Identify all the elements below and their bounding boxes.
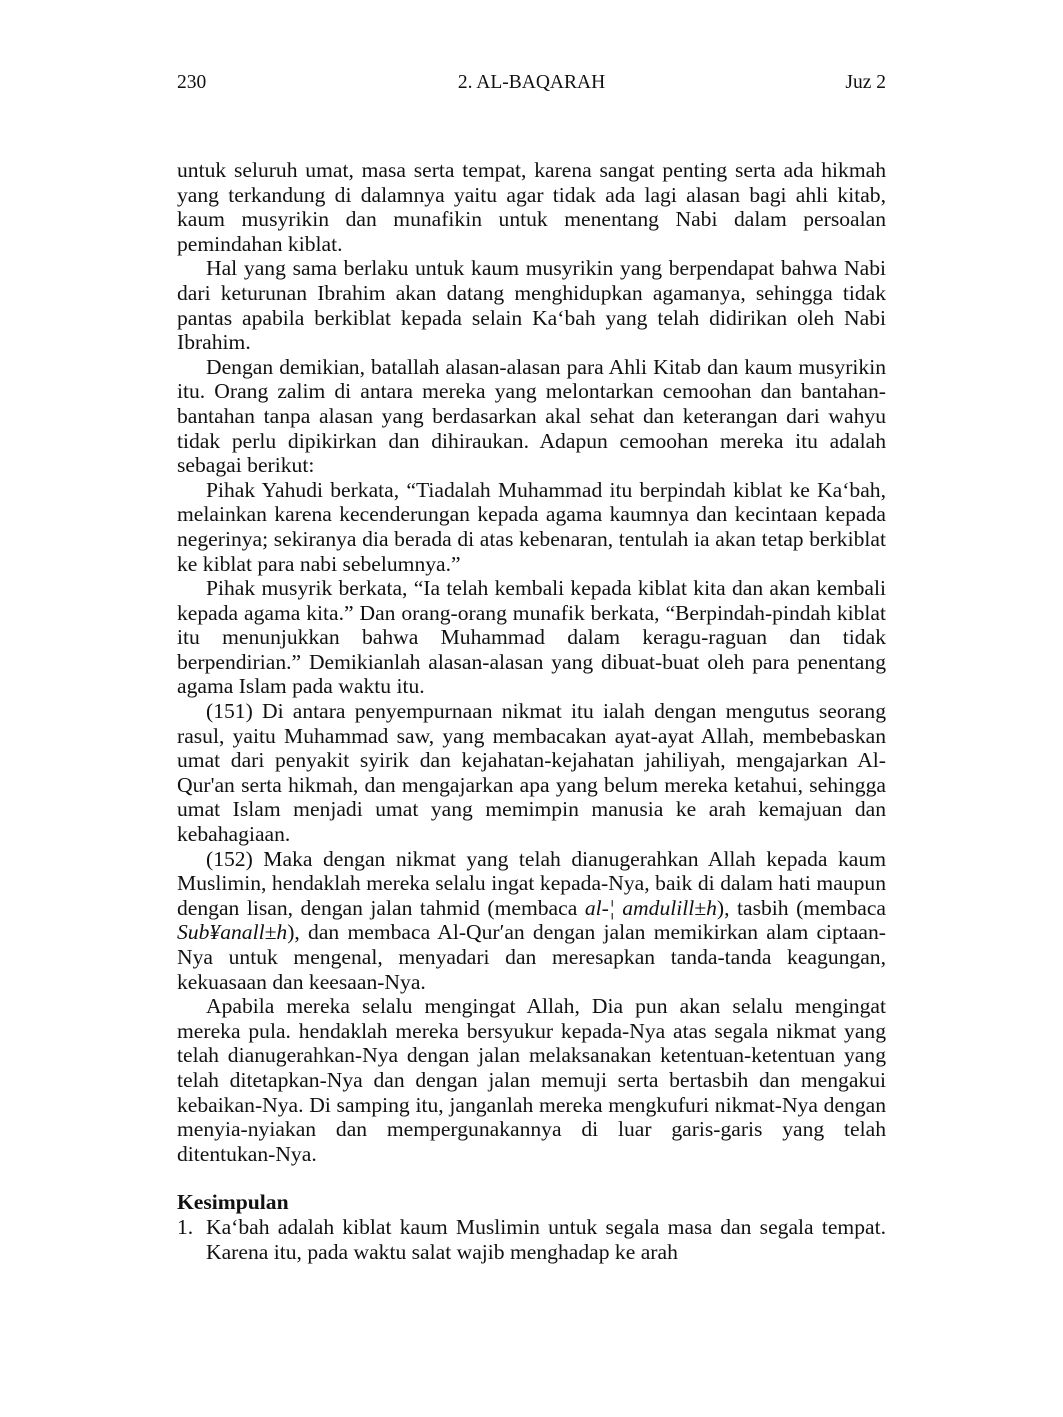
transliteration: al-¦ amdulill±h (584, 895, 717, 920)
transliteration: Sub¥anall±h (177, 920, 288, 945)
body-text (177, 158, 886, 1264)
paragraph-continued: untuk seluruh umat, masa serta tempat, karena sangat penting serta ada hikmah yang terkandung di dalamnya yaitu agar tidak ada lagi alasan bagi ahli kitab, kaum musyrikin dan munafikin untuk menentang Nabi dalam persoalan pemindahan kiblat. (177, 158, 886, 256)
text-run: ), tasbih (membaca (716, 895, 887, 920)
list-text: Ka‘bah adalah kiblat kaum Muslimin untuk segala masa dan segala tempat. Karena itu, pada waktu salat wajib menghadap ke arah (206, 1214, 886, 1264)
section-heading: Kesimpulan (177, 1190, 289, 1215)
paragraph: Apabila mereka selalu mengingat Allah, Dia pun akan selalu mengingat mereka pula. hendaklah mereka bersyukur kepada-Nya atas segala nikmat yang telah dianugerahkan-Nya dengan jalan melaksanakan ketentuan-ketentuan yang telah ditetapkan-Nya dan dengan jalan memuji serta bertasbih dan mengakui kebaikan-Nya. Di samping itu, janganlah mereka mengkufuri nikmat-Nya dengan menyia-nyiakan dan mempergunakannya di luar garis-garis yang telah ditentukan-Nya. (177, 994, 886, 1166)
chapter-title: 2. AL-BAQARAH (457, 72, 606, 93)
text-run: (152) Maka dengan nikmat yang telah dianugerahkan Allah kepada kaum Muslimin, hendaklah mereka selalu ingat kepada-Nya, baik di dalam hati maupun dengan lisan, dengan jalan tahmid (membaca (177, 846, 886, 920)
paragraph-verse-152 (177, 847, 886, 995)
juz-label: Juz 2 (845, 72, 886, 93)
paragraph: Dengan demikian, batallah alasan-alasan para Ahli Kitab dan kaum musyrikin itu. Orang zalim di antara mereka yang melontarkan cemoohan dan bantahan-bantahan tanpa alasan yang berdasarkan akal sehat dan keterangan dari wahyu tidak perlu dipikirkan dan dihiraukan. Adapun cemoohan mereka itu adalah sebagai berikut: (177, 354, 886, 478)
paragraph: Pihak musyrik berkata, “Ia telah kembali kepada kiblat kita dan akan kembali kepada agama kita.” Dan orang-orang munafik berkata, “Berpindah-pindah kiblat itu menunjukkan bahwa Muhammad dalam keragu-raguan dan tidak berpendirian.” Demikianlah alasan-alasan yang dibuat-buat oleh para penentang agama Islam pada waktu itu. (177, 576, 886, 699)
list-number: 1. (177, 1214, 194, 1239)
page-number: 230 (177, 72, 207, 93)
paragraph-verse-151: (151) Di antara penyempurnaan nikmat itu ialah dengan mengutus seorang rasul, yaitu Muhammad saw, yang membacakan ayat-ayat Allah, membebaskan umat dari penyakit syirik dan kejahatan-kejahatan jahiliyah, mengajarkan Al-Qur'an serta hikmah, dan mengajarkan apa yang belum mereka ketahui, sehingga umat Islam menjadi umat yang memimpin manusia ke arah kemajuan dan kebahagiaan. (177, 699, 886, 847)
paragraph: Hal yang sama berlaku untuk kaum musyrikin yang berpendapat bahwa Nabi dari keturunan Ibrahim akan datang menghidupkan agamanya, sehingga tidak pantas apabila berkiblat kepada selain Ka‘bah yang telah didirikan oleh Nabi Ibrahim. (177, 256, 886, 355)
paragraph: Pihak Yahudi berkata, “Tiadalah Muhammad itu berpindah kiblat ke Ka‘bah, melainkan karena kecenderungan kepada agama kaumnya dan kecintaan kepada negerinya; sekiranya dia berada di atas kebenaran, tentulah ia akan tetap berkiblat ke kiblat para nabi sebelumnya.” (177, 477, 886, 576)
running-header (177, 72, 886, 98)
text-run: ), dan membaca Al-Qur′an dengan jalan memikirkan alam ciptaan-Nya untuk mengenal, menyadari dan meresapkan tanda-tanda keagungan, kekuasaan dan keesaan-Nya. (177, 920, 886, 994)
list-item (177, 1215, 886, 1264)
